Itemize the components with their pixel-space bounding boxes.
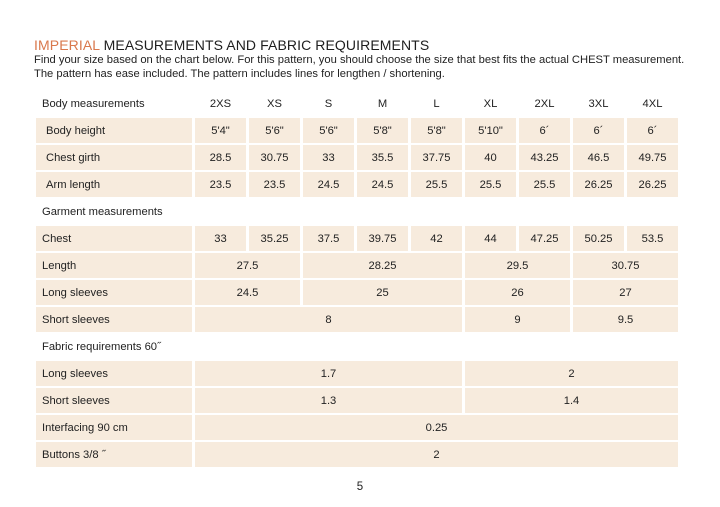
table-cell: 33 xyxy=(195,226,246,251)
table-cell: 9.5 xyxy=(573,307,678,332)
row-label-fabric-long-sleeves: Long sleeves xyxy=(36,361,192,386)
row-label-chest: Chest xyxy=(36,226,192,251)
table-cell: 8 xyxy=(195,307,462,332)
table-cell: 0.25 xyxy=(195,415,678,440)
table-cell: 35.25 xyxy=(249,226,300,251)
table-cell: 33 xyxy=(303,145,354,170)
table-cell: 24.5 xyxy=(357,172,408,197)
table-cell: 28.25 xyxy=(303,253,462,278)
table-cell: 29.5 xyxy=(465,253,570,278)
row-label-body-height: Body height xyxy=(36,118,192,143)
table-cell: 49.75 xyxy=(627,145,678,170)
size-header: 2XS xyxy=(209,97,232,110)
row-label-buttons: Buttons 3/8 ˝ xyxy=(36,442,192,467)
section-header-body: Body measurements xyxy=(42,97,145,110)
table-cell: 6´ xyxy=(519,118,570,143)
table-cell: 28.5 xyxy=(195,145,246,170)
table-cell: 1.3 xyxy=(195,388,462,413)
size-header: XL xyxy=(483,97,498,110)
table-cell: 26.25 xyxy=(573,172,624,197)
size-header: L xyxy=(433,97,440,110)
size-header: XS xyxy=(267,97,282,110)
size-header: S xyxy=(324,97,333,110)
table-cell: 26.25 xyxy=(627,172,678,197)
table-cell: 5'8" xyxy=(357,118,408,143)
table-cell: 43.25 xyxy=(519,145,570,170)
table-cell: 23.5 xyxy=(195,172,246,197)
table-cell: 5'4" xyxy=(195,118,246,143)
table-cell: 9 xyxy=(465,307,570,332)
table-cell: 24.5 xyxy=(195,280,300,305)
row-label-long-sleeves: Long sleeves xyxy=(36,280,192,305)
table-cell: 35.5 xyxy=(357,145,408,170)
intro-text: Find your size based on the chart below. For this pattern, you should choose the size that best fits the actual CHEST measurement. The pattern has ease included. The pattern includes lines for lengthen / shortening. xyxy=(34,54,685,80)
table-cell: 42 xyxy=(411,226,462,251)
row-label-short-sleeves: Short sleeves xyxy=(36,307,192,332)
row-label-arm-length: Arm length xyxy=(36,172,192,197)
table-cell: 30.75 xyxy=(573,253,678,278)
row-label-fabric-short-sleeves: Short sleeves xyxy=(36,388,192,413)
table-cell: 1.4 xyxy=(465,388,678,413)
table-cell: 25.5 xyxy=(465,172,516,197)
table-cell: 6´ xyxy=(573,118,624,143)
size-chart-table xyxy=(36,91,678,467)
table-cell: 27 xyxy=(573,280,678,305)
table-cell: 5'10" xyxy=(465,118,516,143)
table-cell: 5'6" xyxy=(249,118,300,143)
table-cell: 47.25 xyxy=(519,226,570,251)
title-accent: IMPERIAL xyxy=(34,37,100,53)
table-cell: 27.5 xyxy=(195,253,300,278)
row-label-chest-girth: Chest girth xyxy=(36,145,192,170)
row-label-interfacing: Interfacing 90 cm xyxy=(36,415,192,440)
table-cell: 5'8" xyxy=(411,118,462,143)
table-cell: 23.5 xyxy=(249,172,300,197)
table-cell: 25.5 xyxy=(411,172,462,197)
title-rest: MEASUREMENTS AND FABRIC REQUIREMENTS xyxy=(99,37,430,53)
table-cell: 26 xyxy=(465,280,570,305)
size-header: M xyxy=(377,97,388,110)
table-cell: 5'6" xyxy=(303,118,354,143)
section-header-garment: Garment measurements xyxy=(42,205,163,218)
table-cell: 25 xyxy=(303,280,462,305)
table-cell: 44 xyxy=(465,226,516,251)
table-cell: 1.7 xyxy=(195,361,462,386)
table-cell: 40 xyxy=(465,145,516,170)
table-cell: 6´ xyxy=(627,118,678,143)
size-header: 2XL xyxy=(534,97,555,110)
table-cell: 25.5 xyxy=(519,172,570,197)
table-cell: 53.5 xyxy=(627,226,678,251)
table-cell: 46.5 xyxy=(573,145,624,170)
table-cell: 37.5 xyxy=(303,226,354,251)
size-header: 4XL xyxy=(642,97,663,110)
table-cell: 24.5 xyxy=(303,172,354,197)
table-cell: 37.75 xyxy=(411,145,462,170)
page-number: 5 xyxy=(356,481,364,493)
page-title xyxy=(34,37,429,53)
section-header-fabric: Fabric requirements 60˝ xyxy=(42,340,161,353)
table-cell: 50.25 xyxy=(573,226,624,251)
table-cell: 2 xyxy=(195,442,678,467)
row-label-length: Length xyxy=(36,253,192,278)
table-cell: 2 xyxy=(465,361,678,386)
size-header: 3XL xyxy=(588,97,609,110)
table-cell: 30.75 xyxy=(249,145,300,170)
table-cell: 39.75 xyxy=(357,226,408,251)
